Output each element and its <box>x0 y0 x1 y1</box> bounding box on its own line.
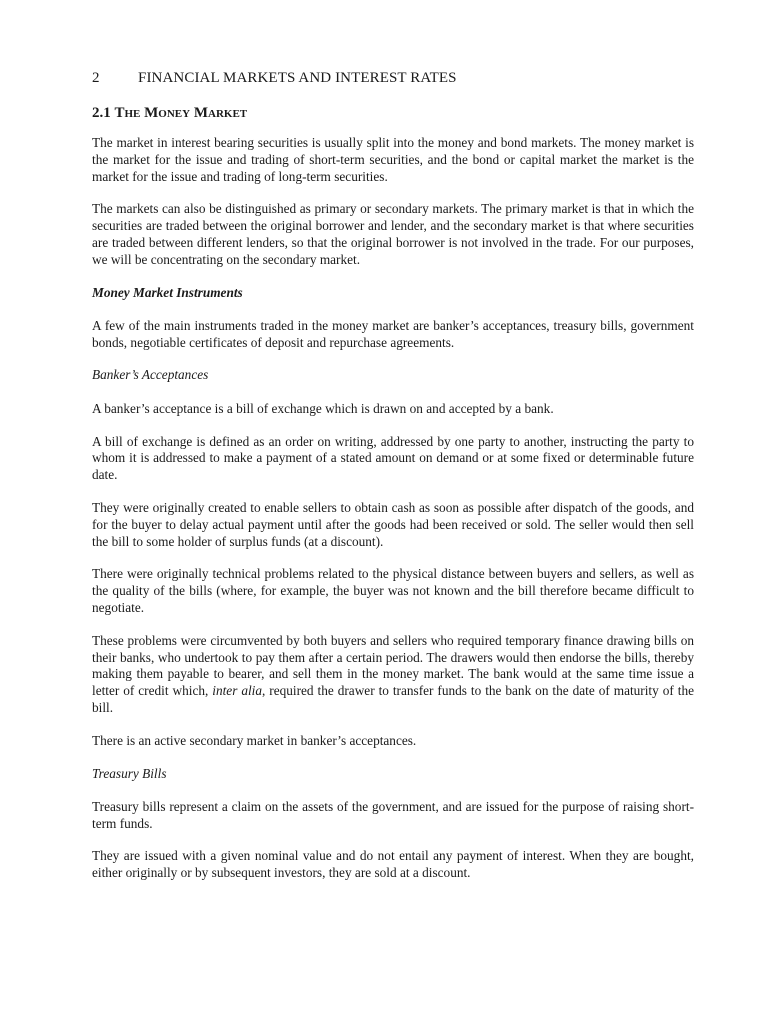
section-number: 2.1 <box>92 105 111 121</box>
paragraph-primary-secondary: The markets can also be distinguished as primary or secondary markets. The primary market is that in which the securities are traded between the original borrower and lender, and the secondary market is that where securities are traded between different lenders, so that the original borrower is not involved in the trade. For our purposes, we will be concentrating on the secondary market. <box>92 201 694 267</box>
paragraph-treasury-claim: Treasury bills represent a claim on the assets of the government, and are issued for the purpose of raising short-term funds. <box>92 798 694 831</box>
chapter-number: 2 <box>92 70 100 86</box>
inter-alia-term: inter alia <box>212 683 263 699</box>
paragraph-circumvented <box>92 633 694 717</box>
section-heading <box>92 103 694 123</box>
paragraph-circumvented-text-1: These problems were circumvented by both buyers and sellers who required temporary finance drawing bills on their banks, who undertook to pay them after a certain period. The drawers would then endorse the bills, thereby making them payable to bearer, and sell them in the money market. The bank would at the same time issue a letter of credit which, <box>92 632 694 699</box>
paragraph-money-bond-markets: The market in interest bearing securities is usually split into the money and bond markets. The money market is the market for the issue and trading of short-term securities, and the bond or capital market the market is the market for the issue and trading of long-term securities. <box>92 135 694 184</box>
subheading-bankers-acceptances: Banker’s Acceptances <box>92 367 209 383</box>
document-page <box>92 68 694 898</box>
subheading-money-market-instruments: Money Market Instruments <box>92 284 243 300</box>
chapter-heading <box>92 68 694 88</box>
paragraph-circumvented-text-2: , required the drawer to transfer funds to the bank on the date of maturity of the bill. <box>92 683 694 715</box>
paragraph-technical-problems: There were originally technical problems related to the physical distance between buyers and sellers, as well as the quality of the bills (where, for example, the buyer was not known and the bill therefore became difficult to negotiate. <box>92 566 694 615</box>
paragraph-main-instruments: A few of the main instruments traded in the money market are banker’s acceptances, treasury bills, government bonds, negotiable certificates of deposit and repurchase agreements. <box>92 317 694 350</box>
paragraph-bill-of-exchange: A bill of exchange is defined as an order on writing, addressed by one party to another, instructing the party to whom it is addressed to make a payment of a stated amount on demand or at some fixed or determinable future date. <box>92 433 694 483</box>
paragraph-bankers-acceptance-definition: A banker’s acceptance is a bill of exchange which is drawn on and accepted by a bank. <box>92 400 554 416</box>
paragraph-treasury-discount: They are issued with a given nominal value and do not entail any payment of interest. When they are bought, either originally or by subsequent investors, they are sold at a discount. <box>92 848 694 881</box>
section-title: The Money Market <box>114 105 248 121</box>
subheading-treasury-bills: Treasury Bills <box>92 765 167 781</box>
paragraph-secondary-market: There is an active secondary market in banker’s acceptances. <box>92 732 417 748</box>
paragraph-origin: They were originally created to enable sellers to obtain cash as soon as possible after dispatch of the goods, and for the buyer to delay actual payment until after the goods had been received or sold. The seller would then sell the bill to some holder of surplus funds (at a discount). <box>92 499 694 549</box>
chapter-title: FINANCIAL MARKETS AND INTEREST RATES <box>138 70 457 86</box>
